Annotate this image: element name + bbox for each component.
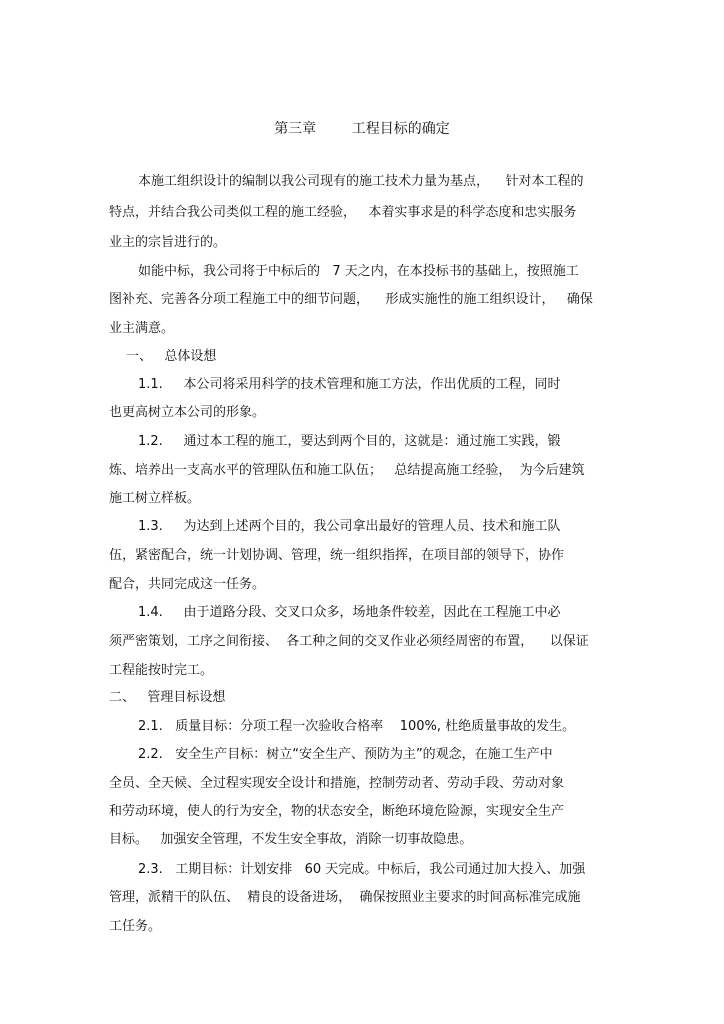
item-1-2-line-1: 1.2. 通过本工程的施工，要达到两个目的，这就是：通过施工实践，锻	[138, 434, 561, 449]
para-2-line-1: 如能中标，我公司将于中标后的 7 天之内，在本投标书的基础上，按照施工	[138, 264, 579, 279]
item-1-4-line-3: 工程能按时完工。	[109, 663, 214, 678]
item-2-2-line-3: 和劳动环境，使人的行为安全，物的状态安全，断绝环境危险源，实现安全生产	[109, 804, 565, 819]
chapter-number: 第三章	[274, 121, 317, 137]
item-2-2-line-1: 2.2. 安全生产目标：树立“安全生产、预防为主”的观念，在施工生产中	[138, 747, 553, 762]
section-1-heading: 一、 总体设想	[126, 349, 217, 364]
chapter-title	[0, 118, 724, 138]
para-2-line-2: 图补充、完善各分项工程施工中的细节问题， 形成实施性的施工组织设计， 确保	[109, 292, 593, 307]
item-1-2-line-2: 炼、培养出一支高水平的管理队伍和施工队伍； 总结提高施工经验， 为今后建筑	[109, 463, 585, 478]
item-1-4-line-1: 1.4. 由于道路分段、交叉口众多，场地条件较差，因此在工程施工中必	[138, 605, 561, 620]
item-2-3-line-2: 管理，派精干的队伍、 精良的设备进场， 确保按照业主要求的时间高标准完成施	[109, 890, 581, 905]
item-1-3-line-1: 1.3. 为达到上述两个目的，我公司拿出最好的管理人员、技术和施工队	[138, 519, 561, 534]
item-2-1-line-1: 2.1. 质量目标：分项工程一次验收合格率 100%, 杜绝质量事故的发生。	[138, 719, 576, 734]
item-2-3-line-1: 2.3. 工期目标：计划安排 60 天完成。中标后，我公司通过加大投入、加强	[138, 862, 586, 877]
item-2-2-line-2: 全员、全天候、全过程实现安全设计和措施，控制劳动者、劳动手段、劳动对象	[109, 776, 565, 791]
item-1-4-line-2: 须严密策划，工序之间衔接、 各工种之间的交叉作业必须经周密的布置， 以保证	[109, 634, 589, 649]
item-2-3-line-3: 工任务。	[109, 919, 162, 934]
para-1-line-1: 本施工组织设计的编制以我公司现有的施工技术力量为基点， 针对本工程的	[138, 174, 584, 189]
item-1-2-line-3: 施工树立样板。	[109, 491, 201, 506]
item-1-1-line-2: 也更高树立本公司的形象。	[109, 405, 266, 420]
chapter-heading: 工程目标的确定	[351, 121, 450, 137]
item-1-1-line-1: 1.1. 本公司将采用科学的技术管理和施工方法，作出优质的工程，同时	[138, 377, 561, 392]
para-2-line-3: 业主满意。	[109, 321, 175, 336]
para-1-line-2: 特点，并结合我公司类似工程的施工经验， 本着实事求是的科学态度和忠实服务	[109, 205, 577, 220]
item-1-3-line-2: 伍，紧密配合，统一计划协调、管理，统一组织指挥，在项目部的领导下，协作	[109, 548, 565, 563]
para-1-line-3: 业主的宗旨进行的。	[109, 235, 227, 250]
item-1-3-line-3: 配合，共同完成这一任务。	[109, 577, 266, 592]
item-2-2-line-4: 目标。 加强安全管理，不发生安全事故，消除一切事故隐患。	[109, 832, 473, 847]
section-2-heading: 二、 管理目标设想	[109, 690, 226, 705]
